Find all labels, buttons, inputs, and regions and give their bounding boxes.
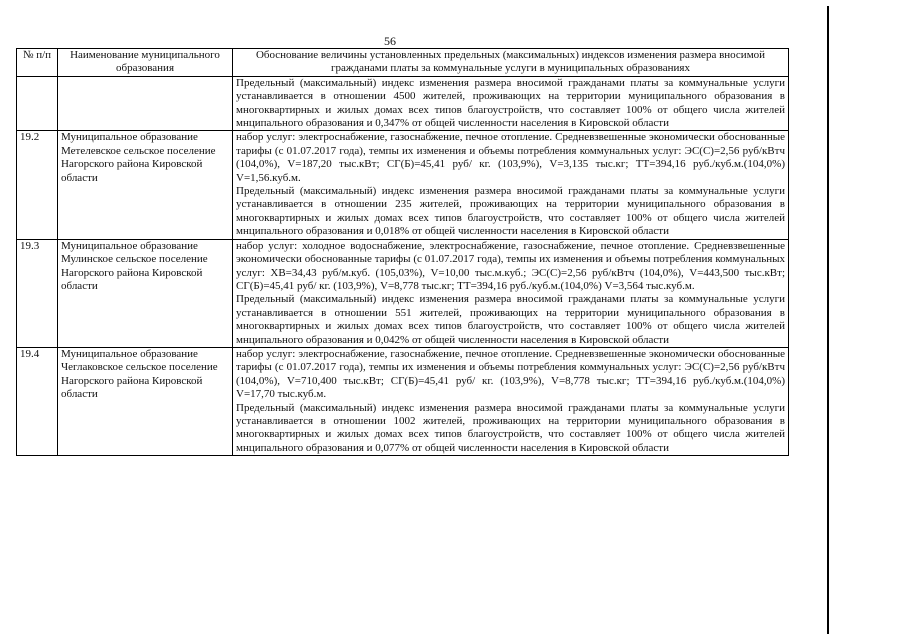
table-header-row [17, 49, 789, 77]
row-municipality: Муниципальное образование Мулинское сельское поселение Нагорского района Кировской области [58, 239, 233, 347]
tariff-index-table [16, 48, 789, 456]
row-justification [233, 131, 789, 239]
paragraph-index: Предельный (максимальный) индекс изменения размера вносимой гражданами платы за коммунальные услуги устанавливается в отношении 235 жителей, проживающих на территории муниципального образования в многоквартирных и жилых домах всех типов благоустройств, что составляет 100% от общего числа жителей мнципального образования и 0,018% от общей численности населения в Кировской области [236, 185, 785, 238]
row-justification [233, 347, 789, 455]
row-municipality [58, 76, 233, 131]
scan-edge-line [827, 6, 829, 634]
page-number: 56 [384, 34, 396, 48]
row-justification [233, 239, 789, 347]
row-number: 19.3 [17, 239, 58, 347]
row-number: 19.2 [17, 131, 58, 239]
header-municipality: Наименование муниципального образования [58, 49, 233, 77]
row-justification [233, 76, 789, 131]
table-row [17, 347, 789, 455]
paragraph-index: Предельный (максимальный) индекс изменения размера вносимой гражданами платы за коммунальные услуги устанавливается в отношении 551 жителей, проживающих на территории муниципального образования в многоквартирных и жилых домах всех типов благоустройств, что составляет 100% от общего числа жителей мнципального образования и 0,042% от общей численности населения в Кировской области [236, 293, 785, 346]
table-row [17, 131, 789, 239]
paragraph-services: набор услуг: электроснабжение, газоснабжение, печное отопление. Средневзвешенные экономически обоснованные тарифы (с 01.07.2017 года), темпы их изменения и объемы потребления коммунальных услуг: ЭС(С)=2,56 руб/кВтч (104,0%), V=187,20 тыс.кВт; СГ(Б)=45,41 руб/ кг. (103,9%), V=3,135 тыс.кг; ТТ=394,16 руб./куб.м.(104,0%) V=1,56.куб.м. [236, 131, 785, 184]
header-num: № п/п [17, 49, 58, 77]
table-row [17, 239, 789, 347]
paragraph-services: набор услуг: холодное водоснабжение, электроснабжение, газоснабжение, печное отопление. Средневзвешенные экономически обоснованные тарифы (с 01.07.2017 года), темпы их изменения и объемы потребления коммунальных услуг: ХВ=34,43 руб/м.куб. (105,03%), V=10,00 тыс.м.куб.; ЭС(С)=2,56 руб/кВтч (104,0%), V=443,500 тыс.кВт; СГ(Б)=45,41 руб/ кг. (103,9%), V=8,778 тыс.кг; ТТ=394,16 руб./куб.м.(104,0%) V=3,564 тыс.куб.м. [236, 239, 785, 292]
table-row [17, 76, 789, 131]
row-municipality: Муниципальное образование Чеглаковское сельское поселение Нагорского района Кировской области [58, 347, 233, 455]
row-number [17, 76, 58, 131]
paragraph-index: Предельный (максимальный) индекс изменения размера вносимой гражданами платы за коммунальные услуги устанавливается в отношении 1002 жителей, проживающих на территории муниципального образования в многоквартирных и жилых домах всех типов благоустройств, что составляет 100% от общего числа жителей мнципального образования и 0,077% от общей численности населения в Кировской области [236, 401, 785, 454]
row-municipality: Муниципальное образование Метелевское сельское поселение Нагорского района Кировской области [58, 131, 233, 239]
paragraph-services: набор услуг: электроснабжение, газоснабжение, печное отопление. Средневзвешенные экономически обоснованные тарифы (с 01.07.2017 года), темпы их изменения и объемы потребления коммунальных услуг: ЭС(С)=2,56 руб/кВтч (104,0%), V=710,400 тыс.кВт; СГ(Б)=45,41 руб/ кг. (103,9%), V=8,778 тыс.кг; ТТ=394,16 руб./куб.м.(104,0%) V=17,70 тыс.куб.м. [236, 347, 785, 401]
paragraph-index: Предельный (максимальный) индекс изменения размера вносимой гражданами платы за коммунальные услуги устанавливается в отношении 4500 жителей, проживающих на территории муниципального образования в многоквартирных и жилых домах всех типов благоустройств, что составляет 100% от общего числа жителей мнципального образования и 0,347% от общей численности населения в Кировской области [236, 76, 785, 130]
header-justification: Обоснование величины установленных предельных (максимальных) индексов изменения размера вносимой гражданами платы за коммунальные услуги в муниципальных образованиях [233, 49, 789, 77]
row-number: 19.4 [17, 347, 58, 455]
